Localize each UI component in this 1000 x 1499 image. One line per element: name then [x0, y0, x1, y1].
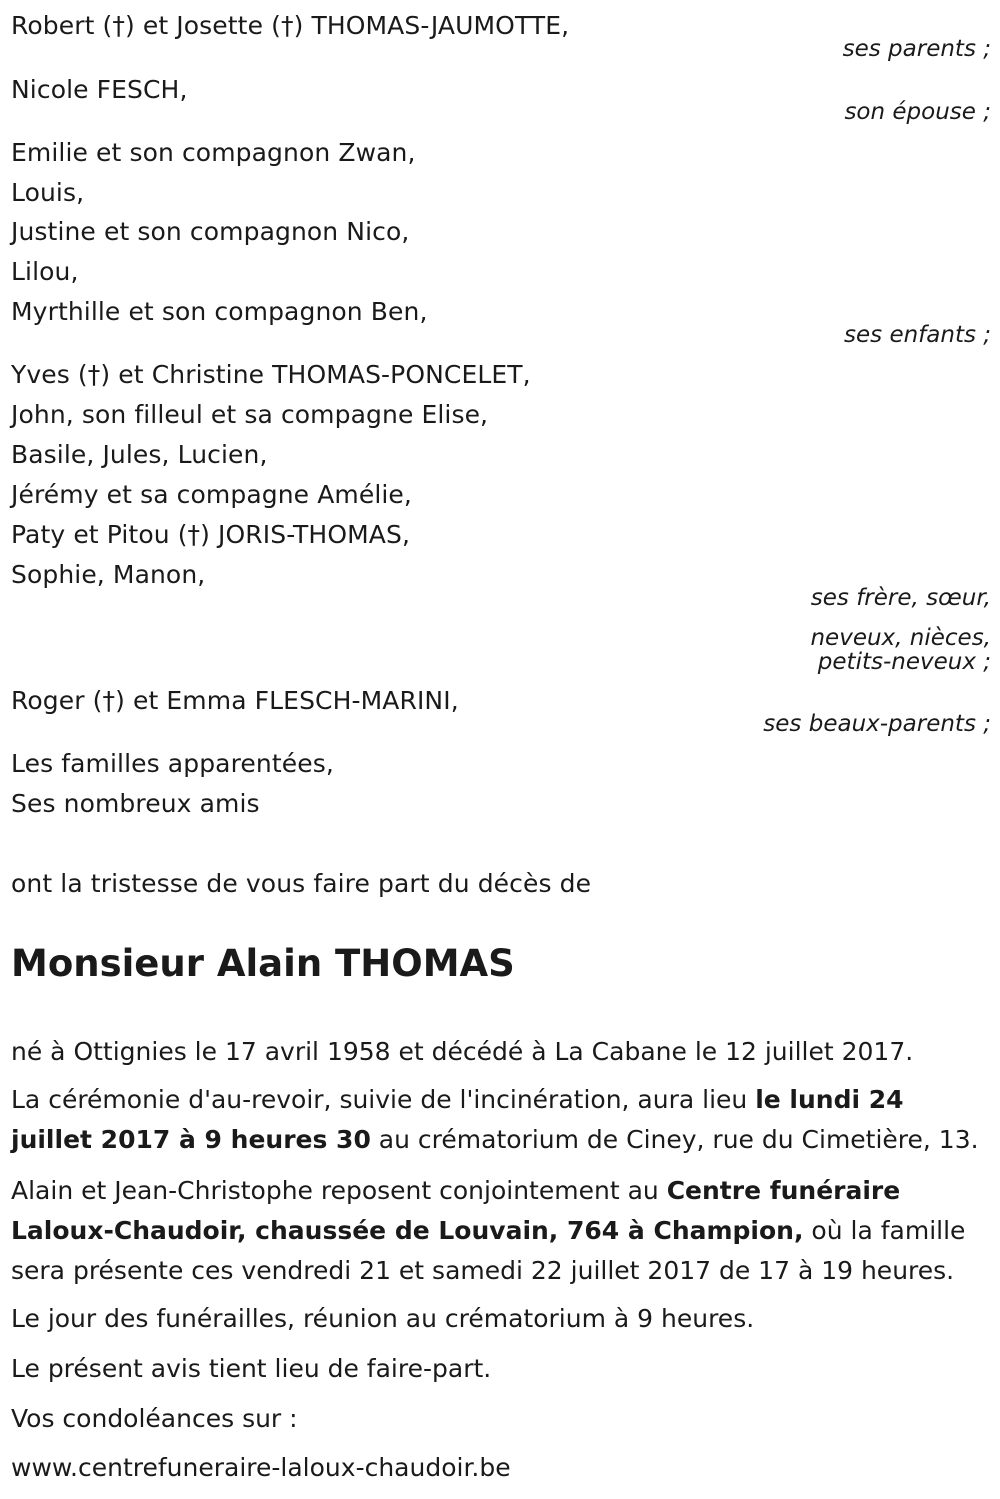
- spouse-line: Nicole FESCH,: [11, 75, 188, 104]
- siblings-role-1: ses frère, sœur,: [810, 585, 991, 611]
- child-line: Justine et son compagnon Nico,: [11, 217, 410, 246]
- funeral-day-text: Le jour des funérailles, réunion au crématorium à 9 heures.: [11, 1304, 755, 1333]
- obituary-notice: [11, 0, 991, 1499]
- sibling-line: Paty et Pitou (†) JORIS-THOMAS,: [11, 520, 410, 549]
- announcement-text: ont la tristesse de vous faire part du décès de: [11, 869, 592, 898]
- child-line: Myrthille et son compagnon Ben,: [11, 297, 428, 326]
- siblings-role-3: petits-neveux ;: [817, 649, 991, 675]
- ceremony-paragraph: [11, 1080, 993, 1160]
- ceremony-text: La cérémonie d'au-revoir, suivie de l'incinération, aura lieu: [11, 1085, 756, 1114]
- sibling-line: Basile, Jules, Lucien,: [11, 440, 268, 469]
- siblings-role-2: neveux, nièces,: [810, 625, 991, 651]
- website-link[interactable]: www.centrefuneraire-laloux-chaudoir.be: [11, 1453, 511, 1482]
- inlaws-line: Roger (†) et Emma FLESCH-MARINI,: [11, 686, 459, 715]
- ceremony-location: au crématorium de Ciney, rue du Cimetière, 13.: [370, 1125, 979, 1154]
- inlaws-role: ses beaux-parents ;: [763, 711, 991, 737]
- sibling-line: John, son filleul et sa compagne Elise,: [11, 400, 489, 429]
- child-line: Emilie et son compagnon Zwan,: [11, 138, 416, 167]
- parents-role: ses parents ;: [842, 36, 991, 62]
- sibling-line: Yves (†) et Christine THOMAS-PONCELET,: [11, 360, 531, 389]
- ceremony-date: le lundi 24 juillet 2017 à 9 heures 30: [11, 1085, 904, 1154]
- parents-line: Robert (†) et Josette (†) THOMAS-JAUMOTTE,: [11, 11, 570, 40]
- birth-death-text: né à Ottignies le 17 avril 1958 et décédé à La Cabane le 12 juillet 2017.: [11, 1037, 914, 1066]
- sibling-line: Sophie, Manon,: [11, 560, 206, 589]
- deceased-name: Monsieur Alain THOMAS: [11, 942, 515, 985]
- rest-paragraph: [11, 1171, 993, 1291]
- notice-text: Le présent avis tient lieu de faire-part.: [11, 1354, 492, 1383]
- visitation-hours: où la famille sera présente ces vendredi 21 et samedi 22 juillet 2017 de 17 à 19 heures.: [11, 1216, 966, 1285]
- friends-line: Ses nombreux amis: [11, 789, 260, 818]
- sibling-line: Jérémy et sa compagne Amélie,: [11, 480, 412, 509]
- spouse-role: son épouse ;: [844, 99, 991, 125]
- condolences-label: Vos condoléances sur :: [11, 1404, 298, 1433]
- child-line: Louis,: [11, 178, 85, 207]
- funeral-home: Centre funéraire Laloux-Chaudoir, chaussée de Louvain, 764 à Champion,: [11, 1176, 901, 1245]
- relatives-line: Les familles apparentées,: [11, 749, 334, 778]
- child-line: Lilou,: [11, 257, 79, 286]
- rest-text: Alain et Jean-Christophe reposent conjointement au: [11, 1176, 667, 1205]
- children-role: ses enfants ;: [844, 322, 991, 348]
